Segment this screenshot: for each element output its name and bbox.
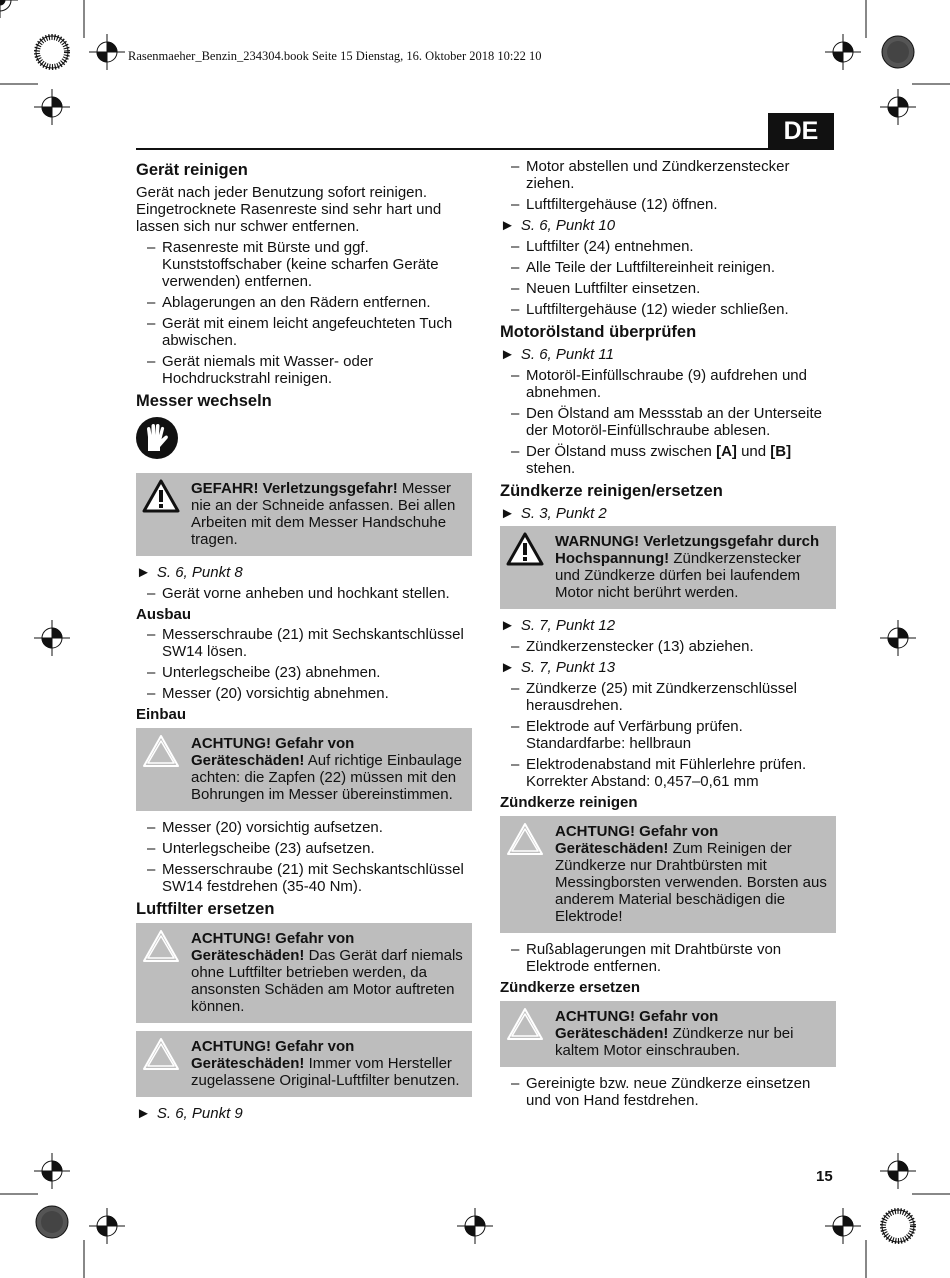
section-title-blade: Messer wechseln — [136, 392, 272, 410]
caution-text: Immer vom Hersteller zugelassene Original-Luftfilter benutzen. — [191, 1055, 460, 1089]
list-item: – Ablagerungen an den Rädern entfernen. — [136, 294, 472, 311]
airfilter-continue-list — [500, 158, 836, 213]
list-item: – Zündkerze (25) mit Zündkerzenschlüssel herausdrehen. — [500, 680, 836, 714]
caution-label: ACHTUNG! Gefahr von Geräteschäden! — [191, 930, 355, 964]
list-item: – Unterlegscheibe (23) abnehmen. — [136, 664, 472, 681]
warning-label: GEFAHR! Verletzungsgefahr! — [191, 480, 398, 497]
page-reference — [136, 564, 472, 581]
reference-text: S. 6, Punkt 10 — [520, 217, 616, 234]
warning-label: WARNUNG! Verletzungsgefahr durch Hochspannung! — [555, 533, 820, 567]
right-column — [500, 158, 836, 1113]
left-column — [136, 158, 472, 1126]
arrow-icon: ► — [500, 505, 515, 522]
print-header: Rasenmaeher_Benzin_234304.book Seite 15 Dienstag, 16. Oktober 2018 10:22 10 — [128, 49, 542, 63]
list-item: – Messerschraube (21) mit Sechskantschlüssel SW14 lösen. — [136, 626, 472, 660]
clean-intro: Gerät nach jeder Benutzung sofort reinigen. Eingetrocknete Rasenreste sind sehr hart und lassen sich nur schwer entfernen. — [136, 184, 442, 235]
list-item: – Luftfiltergehäuse (12) wieder schließen. — [500, 301, 836, 318]
section-title-sparkplug: Zündkerze reinigen/ersetzen — [500, 482, 723, 500]
caution-label: ACHTUNG! Gefahr von Geräteschäden! — [191, 735, 355, 769]
caution-text: Das Gerät darf niemals ohne Luftfilter betrieben werden, da ansonsten Schäden am Motor auftreten können. — [191, 947, 463, 1015]
sparkplug-list-1 — [500, 638, 836, 655]
list-item: – Neuen Luftfilter einsetzen. — [500, 280, 836, 297]
caution-triangle-icon — [506, 822, 544, 856]
warning-text: Zündkerzenstecker und Zündkerze dürfen bei laufendem Motor nicht berührt werden. — [555, 550, 801, 601]
page-number: 15 — [816, 1168, 833, 1185]
caution-label: ACHTUNG! Gefahr von Geräteschäden! — [555, 823, 719, 857]
blade-list — [136, 585, 472, 602]
reference-text: S. 6, Punkt 8 — [156, 564, 243, 581]
list-item: – Gerät niemals mit Wasser- oder Hochdruckstrahl reinigen. — [136, 353, 472, 387]
section-title-clean: Gerät reinigen — [136, 161, 248, 179]
sparkplug-list-2 — [500, 680, 836, 790]
list-item: – Gerät vorne anheben und hochkant stellen. — [136, 585, 472, 602]
list-item: – Den Ölstand am Messstab an der Unterseite der Motoröl-Einfüllschraube ablesen. — [500, 405, 836, 439]
warning-triangle-icon — [142, 479, 180, 513]
caution-text: Auf richtige Einbaulage achten: die Zapfen (22) müssen mit den Bohrungen im Messer übereinstimmen. — [191, 752, 463, 803]
arrow-icon: ► — [136, 564, 151, 581]
caution-text: Zum Reinigen der Zündkerze nur Drahtbürsten mit Messingborsten verwenden. Borsten aus anderem Material beschädigen die Elektrode! — [555, 840, 827, 925]
caution-box — [136, 923, 472, 1023]
caution-triangle-icon — [506, 1007, 544, 1041]
caution-triangle-icon — [142, 1037, 180, 1071]
warning-text: Messer nie an der Schneide anfassen. Bei allen Arbeiten mit dem Messer Handschuhe tragen. — [191, 480, 456, 548]
page-reference — [500, 659, 836, 676]
list-item: – Luftfilter (24) entnehmen. — [500, 238, 836, 255]
list-item: – Unterlegscheibe (23) aufsetzen. — [136, 840, 472, 857]
clean-list — [136, 239, 472, 387]
caution-text: Zündkerze nur bei kaltem Motor einschrauben. — [555, 1025, 794, 1059]
list-item: – Alle Teile der Luftfiltereinheit reinigen. — [500, 259, 836, 276]
caution-label: ACHTUNG! Gefahr von Geräteschäden! — [555, 1008, 719, 1042]
page-reference — [500, 217, 836, 234]
airfilter-list — [500, 238, 836, 318]
page-reference — [136, 1105, 472, 1122]
list-item: – Messer (20) vorsichtig aufsetzen. — [136, 819, 472, 836]
list-item: – Zündkerzenstecker (13) abziehen. — [500, 638, 836, 655]
list-item: – Gerät mit einem leicht angefeuchteten Tuch abwischen. — [136, 315, 472, 349]
reference-text: S. 3, Punkt 2 — [520, 505, 607, 522]
reference-text: S. 6, Punkt 9 — [156, 1105, 243, 1122]
warning-triangle-icon — [506, 532, 544, 566]
warning-box — [500, 526, 836, 609]
list-item: – Luftfiltergehäuse (12) öffnen. — [500, 196, 836, 213]
oil-list — [500, 367, 836, 477]
subtitle-sparkplug-replace: Zündkerze ersetzen — [500, 979, 641, 996]
language-tab: DE — [768, 113, 834, 150]
list-item: – Elektrode auf Verfärbung prüfen. Standardfarbe: hellbraun — [500, 718, 836, 752]
gloves-icon — [136, 417, 178, 459]
caution-box — [500, 816, 836, 933]
page-reference — [500, 505, 836, 522]
section-title-airfilter: Luftfilter ersetzen — [136, 900, 275, 918]
subtitle-install: Einbau — [136, 706, 187, 723]
list-item: – Motoröl-Einfüllschraube (9) aufdrehen und abnehmen. — [500, 367, 836, 401]
caution-box — [136, 728, 472, 811]
arrow-icon: ► — [500, 217, 515, 234]
sparkplug-replace-list — [500, 1075, 836, 1109]
list-item: – Elektrodenabstand mit Fühlerlehre prüfen. Korrekter Abstand: 0,457–0,61 mm — [500, 756, 836, 790]
reference-text: S. 7, Punkt 13 — [520, 659, 616, 676]
removal-list — [136, 626, 472, 702]
install-list — [136, 819, 472, 895]
arrow-icon: ► — [500, 617, 515, 634]
list-item: – Messerschraube (21) mit Sechskantschlüssel SW14 festdrehen (35-40 Nm). — [136, 861, 472, 895]
caution-box — [136, 1031, 472, 1097]
sparkplug-clean-list — [500, 941, 836, 975]
subtitle-removal: Ausbau — [136, 606, 192, 623]
subtitle-sparkplug-clean: Zündkerze reinigen — [500, 794, 638, 811]
list-item: – Rußablagerungen mit Drahtbürste von Elektrode entfernen. — [500, 941, 836, 975]
page-reference — [500, 617, 836, 634]
list-item: – Messer (20) vorsichtig abnehmen. — [136, 685, 472, 702]
caution-label: ACHTUNG! Gefahr von Geräteschäden! — [191, 1038, 355, 1072]
page-reference — [500, 346, 836, 363]
list-item: – Der Ölstand muss zwischen [A] und [B] stehen. — [500, 443, 836, 477]
list-item: – Gereinigte bzw. neue Zündkerze einsetzen und von Hand festdrehen. — [500, 1075, 836, 1109]
caution-triangle-icon — [142, 929, 180, 963]
danger-warning-box — [136, 473, 472, 556]
arrow-icon: ► — [500, 659, 515, 676]
arrow-icon: ► — [136, 1105, 151, 1122]
list-item: – Motor abstellen und Zündkerzenstecker ziehen. — [500, 158, 836, 192]
reference-text: S. 7, Punkt 12 — [520, 617, 616, 634]
caution-triangle-icon — [142, 734, 180, 768]
reference-text: S. 6, Punkt 11 — [520, 346, 614, 363]
section-title-oil: Motorölstand überprüfen — [500, 323, 697, 341]
arrow-icon: ► — [500, 346, 515, 363]
caution-box — [500, 1001, 836, 1067]
header-rule — [136, 148, 834, 150]
list-item: – Rasenreste mit Bürste und ggf. Kunststoffschaber (keine scharfen Geräte verwenden) entfernen. — [136, 239, 472, 290]
